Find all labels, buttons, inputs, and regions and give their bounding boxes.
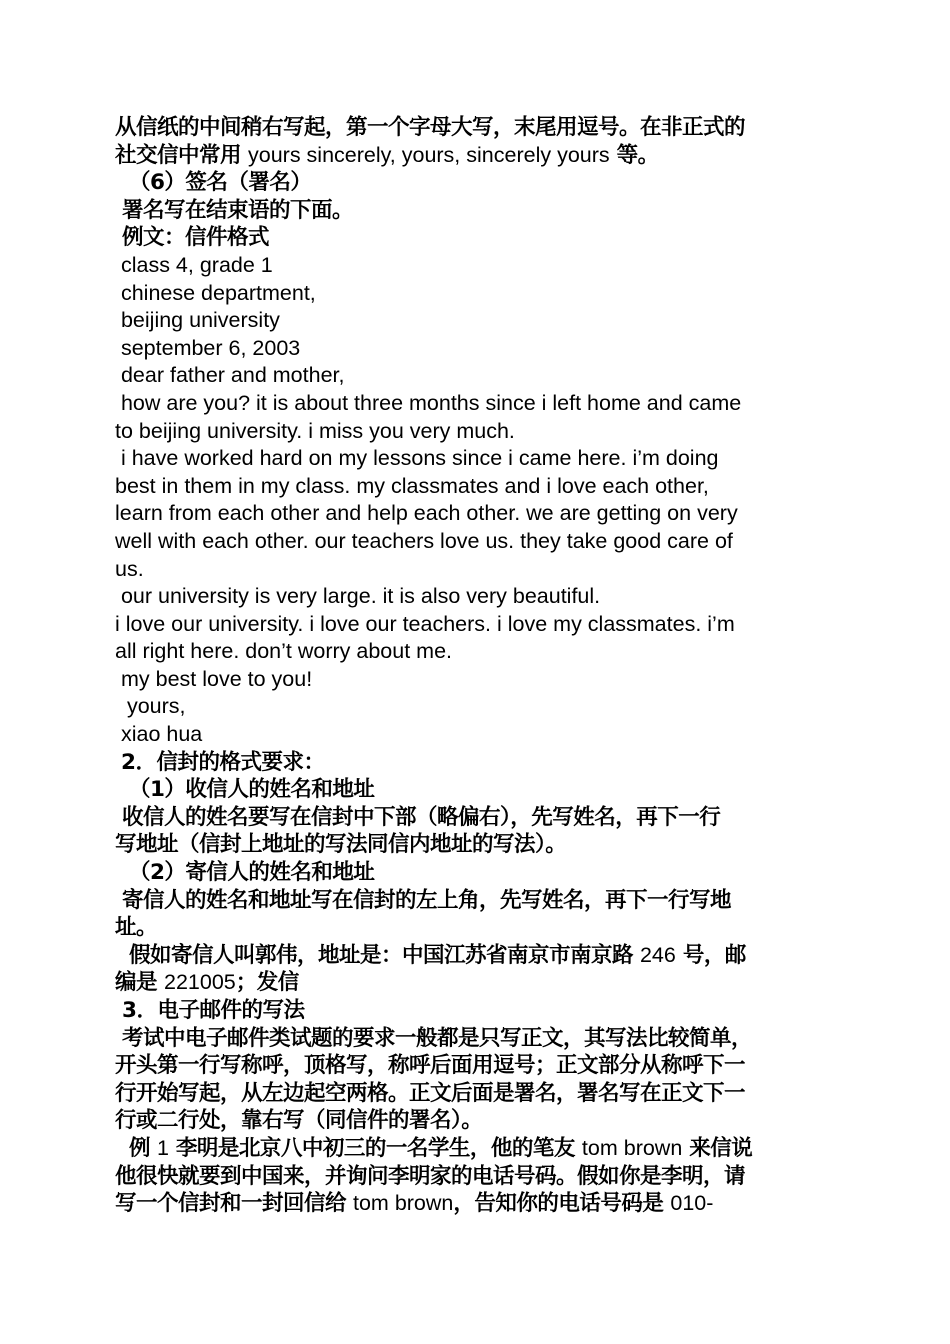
text-line [115, 1190, 840, 1218]
chinese-text-run: 写地址（信封上地址的写法同信内地址的写法）。 [115, 832, 567, 858]
text-line [115, 473, 840, 501]
text-line [115, 556, 840, 584]
english-text-run: how are you? it is about three months since i left home and came [115, 390, 742, 415]
chinese-text-run: 寄信人的姓名和地址写在信封的左上角，先写姓名，再下一行写地 [115, 887, 731, 913]
text-line [115, 335, 840, 363]
english-text-run: 1 [156, 1135, 169, 1160]
text-line [115, 1163, 840, 1191]
text-line [115, 142, 840, 170]
chinese-text-run: 2．信封的格式要求： [120, 749, 325, 775]
text-line [115, 721, 840, 749]
chinese-text-run: 开头第一行写称呼，顶格写，称呼后面用逗号；正文部分从称呼下一 [115, 1053, 746, 1079]
english-text-run: yours sincerely, yours, sincerely yours [248, 142, 610, 167]
text-line [115, 362, 840, 390]
text-line [115, 583, 840, 611]
text-line [115, 418, 840, 446]
text-line [115, 831, 840, 859]
text-line [115, 997, 840, 1025]
english-text-run: all right here. don’t worry about me. [115, 639, 452, 664]
english-text-run: 246 [639, 942, 676, 967]
english-text-run: tom brown [581, 1135, 683, 1160]
chinese-text-run: （2）寄信人的姓名和地址 [115, 860, 375, 886]
chinese-text-run: 来信说 [682, 1135, 753, 1161]
english-text-run: our university is very large. it is also very beautiful. [115, 584, 601, 609]
text-line [115, 1135, 840, 1163]
chinese-text-run: （1）收信人的姓名和地址 [115, 777, 375, 803]
text-line [115, 197, 840, 225]
text-line [115, 804, 840, 832]
text-line [115, 611, 840, 639]
english-text-run: best in them in my class. my classmates and i love each other, [115, 473, 709, 498]
text-line [115, 1080, 840, 1108]
text-line [115, 445, 840, 473]
english-text-run: my best love to you! [115, 666, 313, 691]
document-page [115, 114, 840, 1218]
chinese-text-run: 行开始写起，从左边起空两格。正文后面是署名，署名写在正文下一 [115, 1080, 746, 1106]
chinese-text-run: 号，邮 [675, 942, 746, 968]
chinese-text-run: 编是 [115, 970, 164, 996]
english-text-run: us. [115, 556, 144, 581]
english-text-run: well with each other. our teachers love us. they take good care of [115, 528, 733, 553]
chinese-text-run: 写一个信封和一封回信给 [115, 1191, 353, 1217]
english-text-run: chinese department, [115, 280, 316, 305]
text-line [115, 859, 840, 887]
text-line [115, 252, 840, 280]
english-text-run: to beijing university. i miss you very much. [115, 418, 515, 443]
text-line [115, 914, 840, 942]
chinese-text-run: 址。 [115, 915, 158, 941]
chinese-text-run: 社交信中常用 [115, 142, 248, 168]
text-line [115, 942, 840, 970]
text-line [115, 1107, 840, 1135]
text-line [115, 390, 840, 418]
english-text-run: dear father and mother, [115, 363, 345, 388]
text-line [115, 500, 840, 528]
chinese-text-run: 从信纸的中间稍右写起，第一个字母大写，末尾用逗号。在非正式的 [115, 115, 746, 140]
english-text-run: 010- [670, 1191, 714, 1216]
text-line [115, 114, 840, 142]
english-text-run: tom brown [353, 1191, 454, 1216]
chinese-text-run: 例 [115, 1135, 157, 1161]
text-line [115, 528, 840, 556]
english-text-run: 221005 [164, 970, 236, 995]
text-line [115, 693, 840, 721]
chinese-text-run: 李明是北京八中初三的一名学生，他的笔友 [168, 1135, 582, 1161]
english-text-run: beijing university [115, 308, 280, 333]
chinese-text-run: 等。 [609, 142, 659, 168]
chinese-text-run: ；发信 [235, 970, 299, 996]
text-line [115, 280, 840, 308]
english-text-run: learn from each other and help each other. we are getting on very [115, 501, 738, 526]
chinese-text-run: 他很快就要到中国来，并询问李明家的电话号码。假如你是李明，请 [115, 1163, 746, 1189]
chinese-text-run: ，告知你的电话号码是 [453, 1191, 671, 1217]
english-text-run: class 4, grade 1 [115, 252, 273, 277]
chinese-text-run: 行或二行处，靠右写（同信件的署名）。 [115, 1108, 483, 1134]
chinese-text-run: 3．电子邮件的写法 [115, 998, 305, 1023]
text-line [115, 887, 840, 915]
text-line [115, 749, 840, 777]
text-line [115, 776, 840, 804]
english-text-run: yours, [115, 694, 186, 719]
english-text-run: xiao hua [115, 722, 203, 747]
chinese-text-run: 署名写在结束语的下面。 [115, 197, 353, 223]
chinese-text-run: 考试中电子邮件类试题的要求一般都是只写正文，其写法比较简单， [115, 1025, 752, 1051]
text-line [115, 969, 840, 997]
text-line [115, 1052, 840, 1080]
text-line [115, 307, 840, 335]
text-line [115, 169, 840, 197]
chinese-text-run: （6）签名（署名） [115, 170, 312, 196]
text-line [115, 666, 840, 694]
english-text-run: september 6, 2003 [115, 335, 301, 360]
chinese-text-run: 假如寄信人叫郭伟，地址是：中国江苏省南京市南京路 [115, 942, 640, 968]
text-line [115, 638, 840, 666]
chinese-text-run: 收信人的姓名要写在信封中下部（略偏右），先写姓名，再下一行 [115, 804, 721, 830]
english-text-run: i love our university. i love our teachers. i love my classmates. i’m [115, 611, 735, 636]
chinese-text-run: 例文：信件格式 [115, 225, 269, 251]
text-line [115, 224, 840, 252]
english-text-run: i have worked hard on my lessons since i came here. i’m doing [115, 446, 719, 471]
text-line [115, 1025, 840, 1053]
